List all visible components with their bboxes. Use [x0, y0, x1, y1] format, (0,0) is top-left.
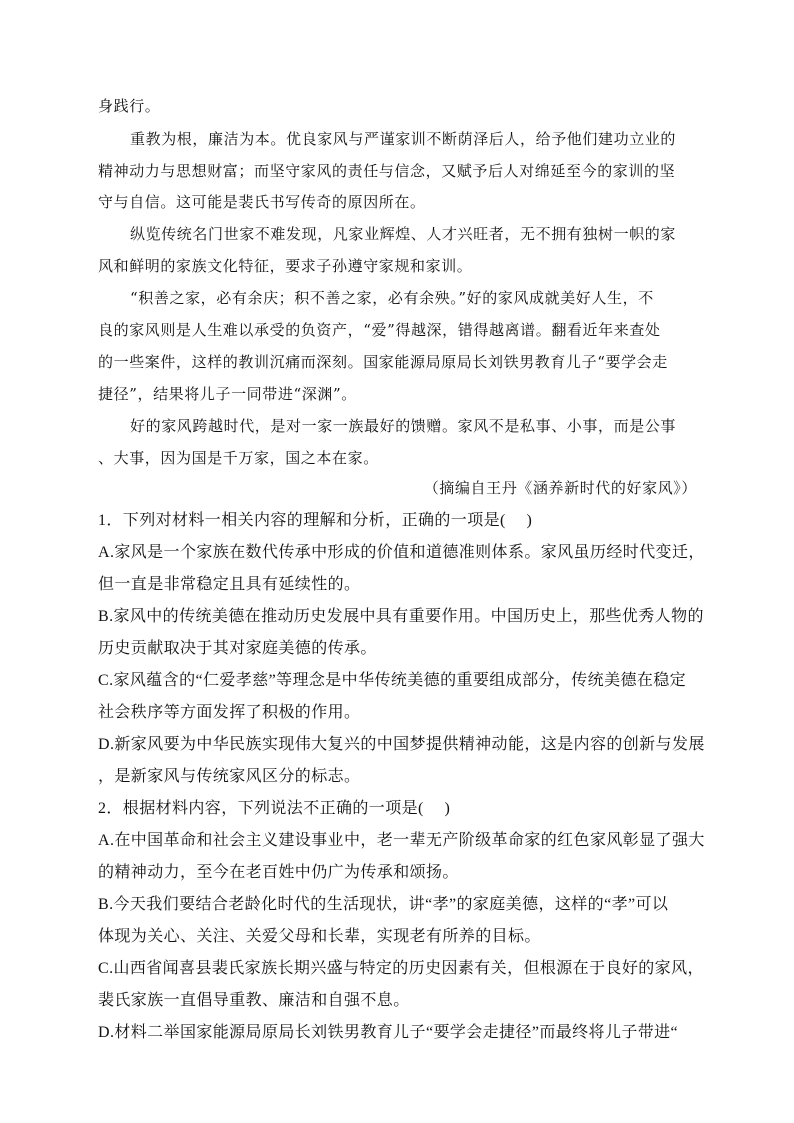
material-line: 、大事，因为国是千万家，国之本在家。 — [98, 449, 379, 467]
option-b-cont: 体现为关心、关注、关爱父母和长辈，实现老有所养的目标。 — [98, 928, 541, 945]
question-stem: 2．根据材料内容，下列说法不正确的一项是( ) — [98, 800, 451, 817]
material-line: 身践行。 — [98, 97, 161, 115]
option-b: B.今天我们要结合老龄化时代的生活现状，讲“孝”的家庭美德，这样的“孝”可以 — [98, 896, 669, 913]
option-d-cont: ，是新家风与传统家风区分的标志。 — [98, 768, 361, 785]
material-line: 好的家风跨越时代，是对一家一族最好的馈赠。家风不是私事、小事，而是公事 — [130, 417, 677, 435]
option-b-cont: 历史贡献取决于其对家庭美德的传承。 — [98, 640, 377, 657]
material-line: 的一些案件，这样的教训沉痛而深刻。国家能源局原局长刘铁男教育儿子“要学会走 — [98, 353, 668, 371]
material-line: 风和鲜明的家族文化特征，要求子孙遵守家规和家训。 — [98, 257, 473, 275]
material-source: （摘编自王丹《涵养新时代的好家风》） — [423, 479, 697, 497]
option-b: B.家风中的传统美德在推动历史发展中具有重要作用。中国历史上，那些优秀人物的 — [98, 608, 704, 625]
option-a-cont: 的精神动力，至今在老百姓中仍广为传承和颂扬。 — [98, 864, 459, 881]
material-line: 重教为根，廉洁为本。优良家风与严谨家训不断荫泽后人，给予他们建功立业的 — [130, 130, 677, 148]
option-c: C.山西省闻喜县裴氏家族长期兴盛与特定的历史因素有关，但根源在于良好的家风， — [98, 960, 704, 977]
material-line: 良的家风则是人生难以承受的负资产，“爱”得越深，错得越离谱。翻看近年来查处 — [98, 321, 661, 339]
option-c-cont: 裴氏家族一直倡导重教、廉洁和自强不息。 — [98, 992, 410, 1009]
option-d: D.材料二举国家能源局原局长刘铁男教育儿子“要学会走捷径”而最终将儿子带进“ — [98, 1024, 679, 1041]
question-stem: 1．下列对材料一相关内容的理解和分析，正确的一项是( ) — [98, 512, 533, 529]
option-a-cont: 但一直是非常稳定且具有延续性的。 — [98, 576, 361, 593]
material-line: 纵览传统名门世家不难发现，凡家业辉煌、人才兴旺者，无不拥有独树一帜的家 — [130, 225, 677, 243]
material-line: 守与自信。这可能是裴氏书写传奇的原因所在。 — [98, 193, 426, 211]
option-c-cont: 社会秩序等方面发挥了积极的作用。 — [98, 704, 361, 721]
option-a: A.在中国革命和社会主义建设事业中，老一辈无产阶级革命家的红色家风彰显了强大 — [98, 832, 705, 849]
material-line: 捷径”，结果将儿子一同带进“深渊”。 — [98, 385, 357, 403]
material-line: 精神动力与思想财富；而坚守家风的责任与信念，又赋予后人对绵延至今的家训的坚 — [98, 162, 676, 180]
material-line: “积善之家，必有余庆；积不善之家，必有余殃。”好的家风成就美好人生，不 — [130, 289, 654, 307]
option-d: D.新家风要为中华民族实现伟大复兴的中国梦提供精神动能，这是内容的创新与发展 — [98, 736, 705, 753]
option-a: A.家风是一个家族在数代传承中形成的价值和道德准则体系。家风虽历经时代变迁， — [98, 544, 705, 561]
option-c: C.家风蕴含的“仁爱孝慈”等理念是中华传统美德的重要组成部分，传统美德在稳定 — [98, 672, 687, 689]
